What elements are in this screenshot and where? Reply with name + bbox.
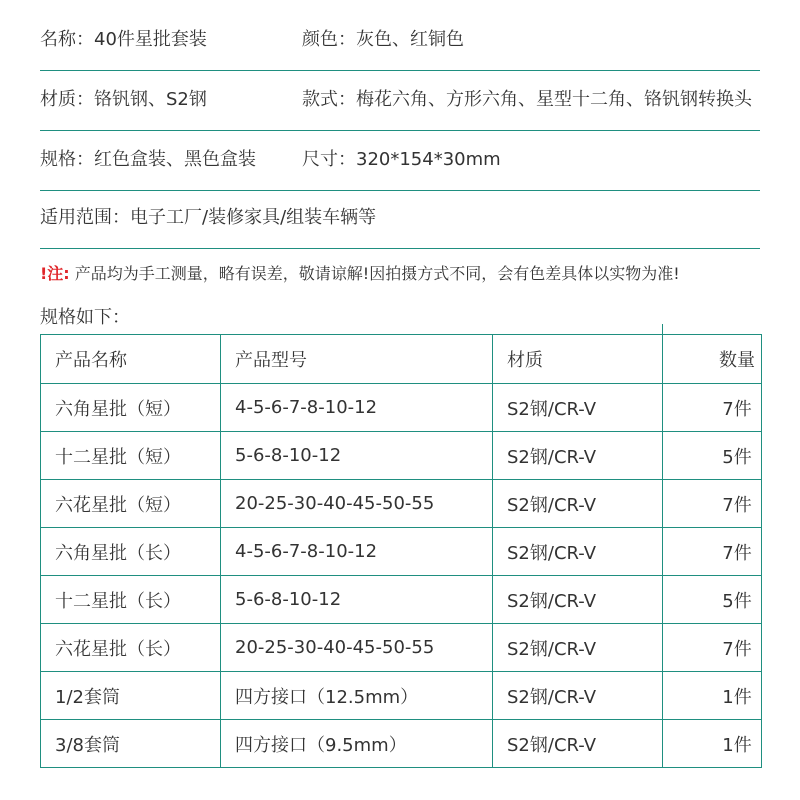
spec-color bbox=[302, 28, 464, 52]
table-row bbox=[41, 624, 762, 672]
header-product-name: 产品名称 bbox=[41, 335, 221, 384]
spec-usage-value: 电子工厂/装修家具/组装车辆等 bbox=[130, 207, 377, 228]
note-text: 产品均为手工测量，略有误差，敬请谅解!因拍摄方式不同，会有色差具体以实物为准! bbox=[69, 264, 680, 283]
table-row bbox=[41, 672, 762, 720]
cell-product-model: 5-6-8-10-12 bbox=[221, 576, 493, 624]
table-row bbox=[41, 480, 762, 528]
spec-row-1 bbox=[40, 10, 760, 71]
cell-quantity: 5件 bbox=[663, 576, 762, 624]
cell-product-name: 六角星批（长） bbox=[41, 528, 221, 576]
cell-product-model: 20-25-30-40-45-50-55 bbox=[221, 480, 493, 528]
header-quantity: 数量 bbox=[663, 335, 762, 384]
spec-usage bbox=[40, 206, 376, 230]
cell-quantity: 7件 bbox=[663, 624, 762, 672]
cell-product-name: 1/2套筒 bbox=[41, 672, 221, 720]
header-material: 材质 bbox=[493, 335, 663, 384]
spec-row-3 bbox=[40, 130, 760, 191]
spec-size bbox=[302, 148, 501, 172]
cell-product-name: 十二星批（短） bbox=[41, 432, 221, 480]
cell-material: S2钢/CR-V bbox=[493, 384, 663, 432]
table-title: 规格如下： bbox=[40, 307, 130, 328]
cell-product-name: 六花星批（长） bbox=[41, 624, 221, 672]
table-row bbox=[41, 384, 762, 432]
spec-size-label: 尺寸： bbox=[302, 149, 356, 170]
cell-material: S2钢/CR-V bbox=[493, 624, 663, 672]
cell-material: S2钢/CR-V bbox=[493, 720, 663, 768]
spec-spec bbox=[40, 148, 256, 172]
cell-quantity: 1件 bbox=[663, 720, 762, 768]
spec-name-value: 40件星批套装 bbox=[94, 29, 207, 50]
cell-product-model: 四方接口（9.5mm） bbox=[221, 720, 493, 768]
cell-quantity: 5件 bbox=[663, 432, 762, 480]
spec-size-value: 320*154*30mm bbox=[356, 149, 501, 170]
table-header-row bbox=[41, 335, 762, 384]
table-row bbox=[41, 720, 762, 768]
cell-product-model: 5-6-8-10-12 bbox=[221, 432, 493, 480]
cell-product-name: 六花星批（短） bbox=[41, 480, 221, 528]
table-row bbox=[41, 576, 762, 624]
table-row bbox=[41, 432, 762, 480]
spec-row-2 bbox=[40, 70, 760, 131]
spec-row-4 bbox=[40, 188, 760, 249]
cell-product-name: 3/8套筒 bbox=[41, 720, 221, 768]
cell-quantity: 7件 bbox=[663, 528, 762, 576]
cell-quantity: 7件 bbox=[663, 384, 762, 432]
spec-name bbox=[40, 28, 207, 52]
cell-quantity: 1件 bbox=[663, 672, 762, 720]
spec-color-value: 灰色、红铜色 bbox=[356, 29, 464, 50]
spec-material bbox=[40, 88, 207, 112]
cell-material: S2钢/CR-V bbox=[493, 432, 663, 480]
cell-product-name: 十二星批（长） bbox=[41, 576, 221, 624]
cell-product-model: 20-25-30-40-45-50-55 bbox=[221, 624, 493, 672]
cell-material: S2钢/CR-V bbox=[493, 528, 663, 576]
spec-style-value: 梅花六角、方形六角、星型十二角、铬钒钢转换头 bbox=[356, 89, 752, 110]
cell-material: S2钢/CR-V bbox=[493, 480, 663, 528]
note-warning-mark: !注: bbox=[40, 264, 70, 283]
spec-material-label: 材质： bbox=[40, 89, 94, 110]
spec-color-label: 颜色： bbox=[302, 29, 356, 50]
spec-style bbox=[302, 88, 752, 112]
cell-product-model: 4-5-6-7-8-10-12 bbox=[221, 384, 493, 432]
spec-material-value: 铬钒钢、S2钢 bbox=[94, 89, 207, 110]
table-row bbox=[41, 528, 762, 576]
spec-name-label: 名称： bbox=[40, 29, 94, 50]
disclaimer-note bbox=[40, 262, 680, 286]
header-product-model: 产品型号 bbox=[221, 335, 493, 384]
spec-spec-label: 规格： bbox=[40, 149, 94, 170]
cell-material: S2钢/CR-V bbox=[493, 672, 663, 720]
cell-product-model: 四方接口（12.5mm） bbox=[221, 672, 493, 720]
spec-table bbox=[40, 334, 762, 768]
cell-material: S2钢/CR-V bbox=[493, 576, 663, 624]
cell-product-model: 4-5-6-7-8-10-12 bbox=[221, 528, 493, 576]
spec-usage-label: 适用范围： bbox=[40, 207, 130, 228]
divider-tick bbox=[662, 324, 663, 334]
cell-quantity: 7件 bbox=[663, 480, 762, 528]
cell-product-name: 六角星批（短） bbox=[41, 384, 221, 432]
spec-style-label: 款式： bbox=[302, 89, 356, 110]
spec-spec-value: 红色盒装、黑色盒装 bbox=[94, 149, 256, 170]
